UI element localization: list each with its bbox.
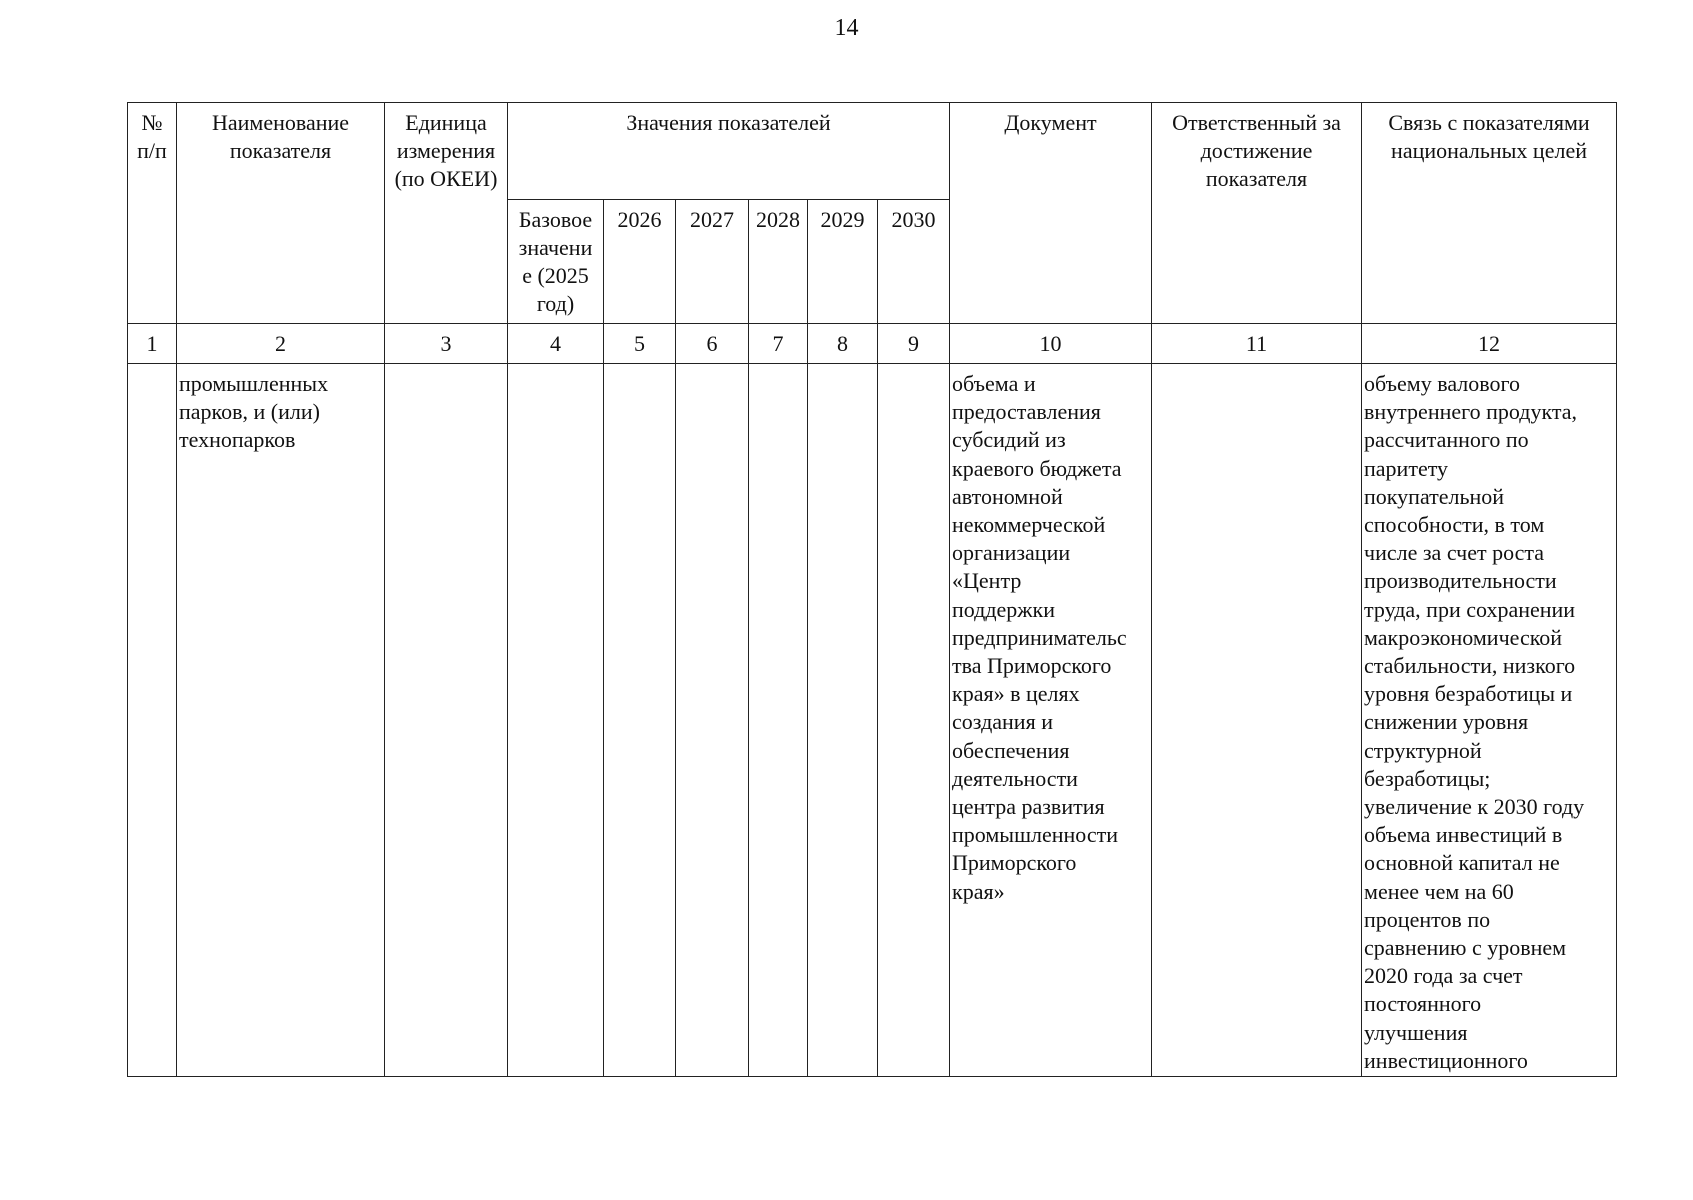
cell-unit (385, 364, 508, 1077)
cell-responsible (1152, 364, 1362, 1077)
header-link: Связь с показателями национальных целей (1362, 103, 1617, 324)
column-number: 11 (1152, 324, 1362, 364)
header-2029: 2029 (808, 200, 878, 324)
cell-2026 (604, 364, 676, 1077)
cell-national-goals-link: объему валового внутреннего продукта, рассчитанного по паритету покупательной способности, в том числе за счет роста производительности труда, при сохранении макроэкономической стабильности, низкого уровня безработицы и снижении уровня структурной безработицы; увеличение к 2030 году объема инвестиций в основной капитал не менее чем на 60 процентов по сравнению с уровнем 2020 года за счет постоянного улучшения инвестиционного (1362, 364, 1617, 1077)
header-2030: 2030 (878, 200, 950, 324)
header-unit: Единица измерения (по ОКЕИ) (385, 103, 508, 324)
column-number: 7 (749, 324, 808, 364)
header-row (128, 103, 1617, 200)
cell-2028 (749, 364, 808, 1077)
header-2028: 2028 (749, 200, 808, 324)
header-base: Базовое значени е (2025 год) (508, 200, 604, 324)
cell-num (128, 364, 177, 1077)
header-num: № п/п (128, 103, 177, 324)
cell-document: объема и предоставления субсидий из краевого бюджета автономной некоммерческой организации «Центр поддержки предпринимательс тва Приморского края» в целях создания и обеспечения деятельности центра развития промышленности Приморского края» (950, 364, 1152, 1077)
column-number: 1 (128, 324, 177, 364)
cell-2029 (808, 364, 878, 1077)
column-number: 8 (808, 324, 878, 364)
table-row (128, 364, 1617, 1077)
header-values-group: Значения показателей (508, 103, 950, 200)
header-2026: 2026 (604, 200, 676, 324)
column-number: 5 (604, 324, 676, 364)
header-2027: 2027 (676, 200, 749, 324)
column-number: 2 (177, 324, 385, 364)
column-number: 12 (1362, 324, 1617, 364)
header-name: Наименование показателя (177, 103, 385, 324)
header-responsible: Ответственный за достижение показателя (1152, 103, 1362, 324)
cell-2027 (676, 364, 749, 1077)
column-number: 9 (878, 324, 950, 364)
cell-base-value (508, 364, 604, 1077)
column-number: 4 (508, 324, 604, 364)
column-numbers-row (128, 324, 1617, 364)
cell-2030 (878, 364, 950, 1077)
indicators-table (127, 102, 1617, 1077)
page-number: 14 (834, 15, 859, 41)
column-number: 6 (676, 324, 749, 364)
column-number: 10 (950, 324, 1152, 364)
header-document: Документ (950, 103, 1152, 324)
column-number: 3 (385, 324, 508, 364)
cell-indicator-name: промышленных парков, и (или) технопарков (177, 364, 385, 1077)
